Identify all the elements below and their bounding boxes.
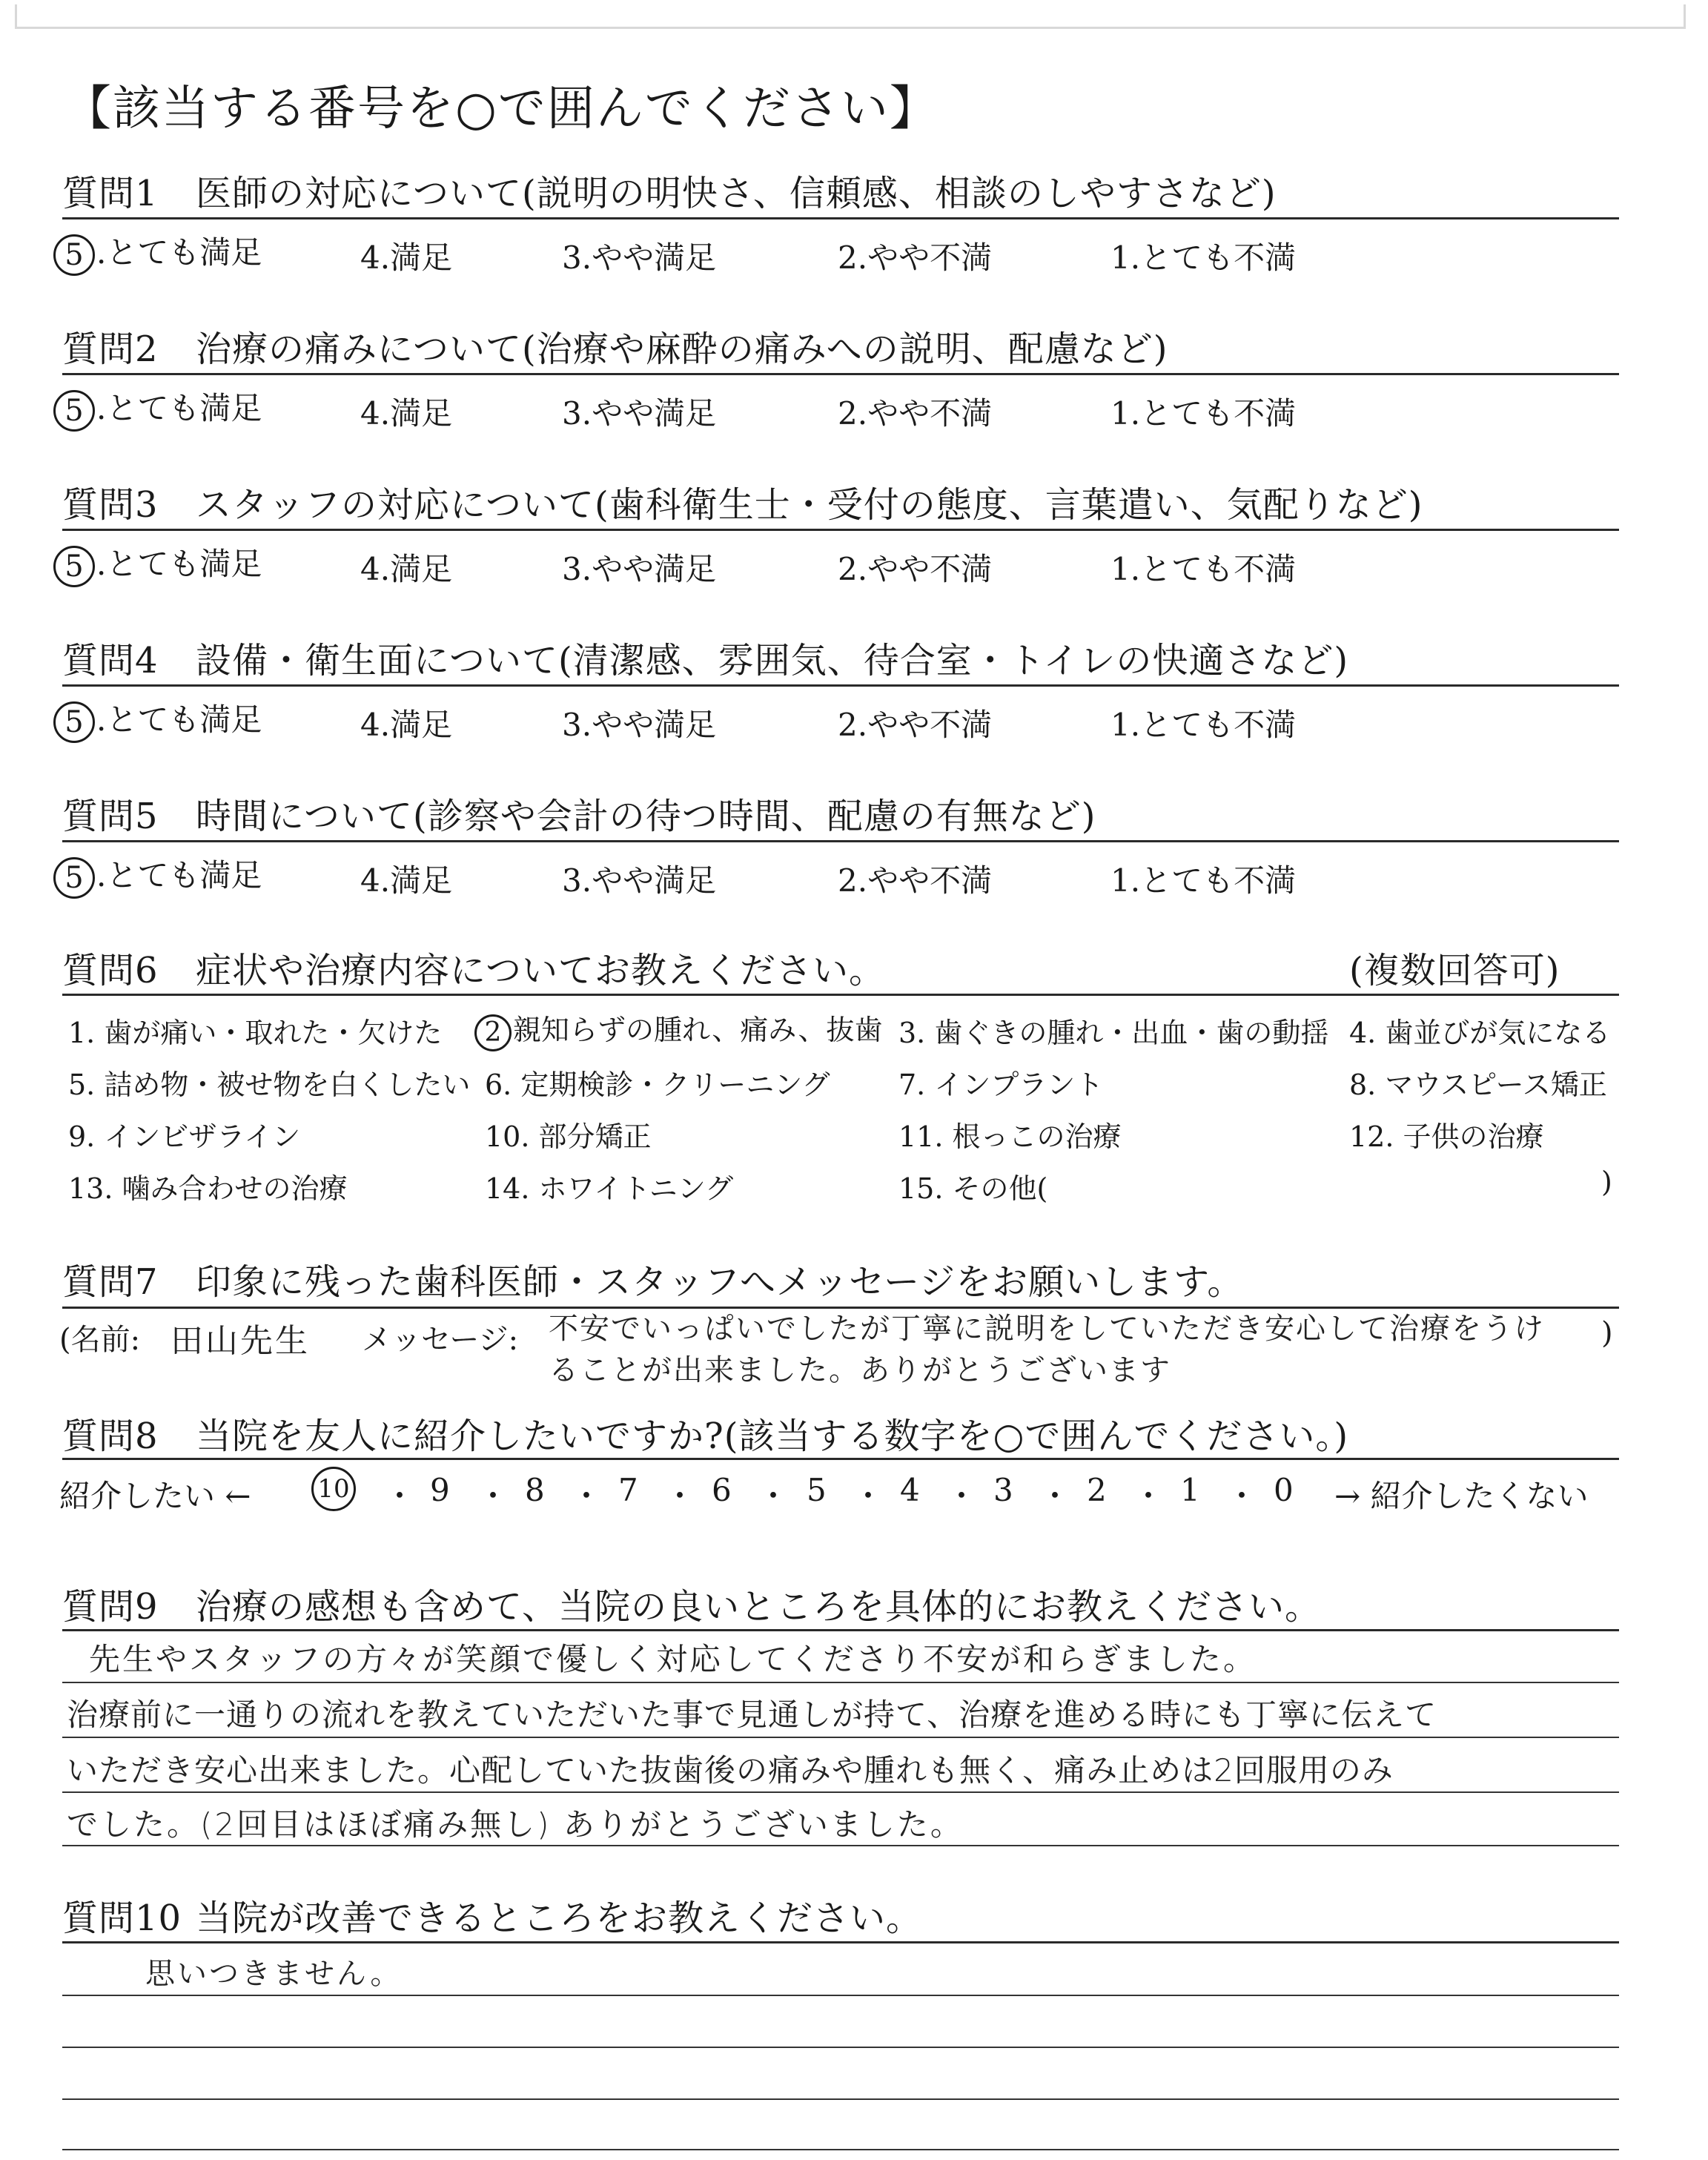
question-10-number: 質問10 — [62, 1898, 182, 1939]
separator-dot: ・ — [664, 1478, 696, 1514]
q6-option-15[interactable]: 15. その他( — [898, 1172, 1048, 1205]
q2-option-3[interactable]: 3.やや満足 — [562, 395, 717, 432]
selected-circle: 5 — [53, 390, 95, 432]
rule — [62, 840, 1619, 842]
q6-option-1[interactable]: 1. 歯が痛い・取れた・欠けた — [68, 1017, 443, 1049]
q6-option-3[interactable]: 3. 歯ぐきの腫れ・出血・歯の動揺 — [898, 1017, 1329, 1049]
q6-option-15-close: ) — [1601, 1166, 1612, 1198]
rule — [62, 684, 1619, 687]
question-9-title — [62, 1578, 1321, 1629]
q6-option-2-label: 親知らずの腫れ、痛み、抜歯 — [513, 1014, 883, 1046]
question-6-text: 症状や治療内容についてお教えください。 — [196, 950, 886, 991]
question-10-text: 当院が改善できるところをお教えください。 — [196, 1898, 923, 1939]
separator-dot: ・ — [853, 1478, 884, 1514]
question-1-title — [62, 165, 1277, 216]
selected-circle: 5 — [53, 857, 95, 899]
q8-score-0[interactable]: 0 — [1274, 1472, 1294, 1508]
q3-option-5[interactable] — [53, 540, 262, 587]
q4-option-5[interactable] — [53, 696, 262, 743]
q8-score-6[interactable]: 6 — [712, 1472, 732, 1508]
q7-message-label: メッセージ: — [362, 1323, 519, 1357]
q7-name-label: (名前: — [59, 1323, 141, 1357]
q6-option-7[interactable]: 7. インプラント — [898, 1069, 1104, 1101]
q1-option-4[interactable]: 4.満足 — [360, 240, 453, 276]
q8-score-9[interactable]: 9 — [430, 1472, 450, 1508]
q1-option-2[interactable]: 2.やや不満 — [838, 240, 993, 276]
q1-option-1[interactable]: 1.とても不満 — [1110, 240, 1297, 276]
q8-score-1[interactable]: 1 — [1180, 1472, 1200, 1508]
question-9-number: 質問9 — [62, 1586, 159, 1628]
rule — [62, 217, 1619, 219]
q5-option-2[interactable]: 2.やや不満 — [838, 862, 993, 899]
q5-option-5[interactable] — [53, 851, 262, 899]
q4-option-2[interactable]: 2.やや不満 — [838, 707, 993, 743]
q10-answer[interactable]: 思いつきません。 — [145, 1957, 403, 1991]
question-5-title — [62, 787, 1096, 839]
answer-line — [62, 2047, 1619, 2048]
selected-circle: 2 — [474, 1014, 512, 1051]
q8-left-label: 紹介したい ← — [59, 1478, 251, 1514]
question-3-text: スタッフの対応について(歯科衛生士・受付の態度、言葉遣い、気配りなど) — [196, 484, 1423, 526]
q6-option-8[interactable]: 8. マウスピース矯正 — [1349, 1069, 1607, 1101]
q8-right-label: → 紹介したくない — [1334, 1478, 1589, 1514]
question-3-number: 質問3 — [62, 484, 159, 526]
answer-line — [62, 1995, 1619, 1996]
q3-option-1[interactable]: 1.とても不満 — [1110, 551, 1297, 587]
question-2-title — [62, 320, 1168, 371]
q2-option-1[interactable]: 1.とても不満 — [1110, 395, 1297, 432]
q7-close-paren: ) — [1601, 1316, 1613, 1350]
q7-message-value[interactable]: 不安でいっぱいでしたが丁寧に説明をしていただき安心して治療をうけることが出来ました。ありがとうございます — [549, 1312, 1545, 1387]
q6-option-10[interactable]: 10. 部分矯正 — [485, 1120, 652, 1153]
q1-option-5[interactable] — [53, 228, 262, 276]
q6-option-5[interactable]: 5. 詰め物・被せ物を白くしたい — [68, 1069, 471, 1101]
selected-circle: 10 — [311, 1467, 356, 1511]
q8-score-5[interactable]: 5 — [807, 1472, 827, 1508]
question-5-number: 質問5 — [62, 796, 159, 837]
q8-score-7[interactable]: 7 — [618, 1472, 638, 1508]
question-1-number: 質問1 — [62, 173, 159, 214]
separator-dot: ・ — [758, 1478, 790, 1514]
rule — [62, 373, 1619, 375]
q6-option-2[interactable] — [474, 1007, 883, 1051]
separator-dot: ・ — [1133, 1478, 1165, 1514]
q6-option-14[interactable]: 14. ホワイトニング — [485, 1172, 734, 1205]
question-6-number: 質問6 — [62, 950, 159, 991]
separator-dot: ・ — [946, 1478, 978, 1514]
q7-name-value[interactable]: 田山先生 — [171, 1322, 310, 1360]
answer-line — [62, 2098, 1619, 2100]
q4-option-1[interactable]: 1.とても不満 — [1110, 707, 1297, 743]
q6-option-13[interactable]: 13. 噛み合わせの治療 — [68, 1172, 348, 1205]
q8-score-2[interactable]: 2 — [1087, 1472, 1107, 1508]
q5-option-4[interactable]: 4.満足 — [360, 862, 453, 899]
q2-option-2[interactable]: 2.やや不満 — [838, 395, 993, 432]
question-4-number: 質問4 — [62, 640, 159, 681]
rule — [62, 994, 1619, 996]
answer-line — [62, 1682, 1619, 1683]
answer-line — [62, 2149, 1619, 2150]
question-4-title — [62, 632, 1348, 683]
question-8-text: 当院を友人に紹介したいですか?(該当する数字を○で囲んでください。) — [196, 1416, 1349, 1457]
question-7-title — [62, 1253, 1243, 1304]
q1-option-5-label: .とても満足 — [96, 234, 262, 271]
q2-option-4[interactable]: 4.満足 — [360, 395, 453, 432]
rule — [62, 1941, 1619, 1943]
question-6-title — [62, 942, 885, 993]
answer-line — [62, 1737, 1619, 1738]
q6-option-11[interactable]: 11. 根っこの治療 — [898, 1120, 1122, 1153]
rule — [62, 1458, 1619, 1460]
rule — [62, 1629, 1619, 1631]
question-5-text: 時間について(診察や会計の待つ時間、配慮の有無など) — [196, 796, 1096, 837]
q9-answer-line-4[interactable]: でした。(2回目はほぼ痛み無し) ありがとうございました。 — [67, 1806, 964, 1843]
separator-dot: ・ — [477, 1478, 509, 1514]
selected-circle: 5 — [53, 546, 95, 587]
q6-option-4[interactable]: 4. 歯並びが気になる — [1349, 1017, 1611, 1049]
q3-option-2[interactable]: 2.やや不満 — [838, 551, 993, 587]
q8-score-4[interactable]: 4 — [900, 1472, 920, 1508]
question-4-text: 設備・衛生面について(清潔感、雰囲気、待合室・トイレの快適さなど) — [196, 640, 1349, 681]
q6-option-9[interactable]: 9. インビザライン — [68, 1120, 301, 1153]
q4-option-4[interactable]: 4.満足 — [360, 707, 453, 743]
q5-option-3[interactable]: 3.やや満足 — [562, 862, 717, 899]
q4-option-5-label: .とても満足 — [96, 701, 262, 738]
separator-dot: ・ — [384, 1478, 416, 1514]
question-8-number: 質問8 — [62, 1416, 159, 1457]
q5-option-5-label: .とても満足 — [96, 857, 262, 894]
q9-answer-line-3[interactable]: いただき安心出来ました。心配していた抜歯後の痛みや腫れも無く、痛み止めは2回服用のみ — [67, 1752, 1394, 1789]
q9-answer-line-1[interactable]: 先生やスタッフの方々が笑顔で優しく対応してくださり不安が和らぎました。 — [89, 1641, 1257, 1677]
q8-score-3[interactable]: 3 — [993, 1472, 1013, 1508]
separator-dot: ・ — [571, 1478, 603, 1514]
selected-circle: 5 — [53, 234, 95, 276]
q3-option-3[interactable]: 3.やや満足 — [562, 551, 717, 587]
question-9-text: 治療の感想も含めて、当院の良いところを具体的にお教えください。 — [196, 1586, 1322, 1628]
q8-score-10[interactable] — [311, 1467, 357, 1511]
answer-line — [62, 1845, 1619, 1846]
q1-option-3[interactable]: 3.やや満足 — [562, 240, 717, 276]
rule — [62, 529, 1619, 531]
question-7-number: 質問7 — [62, 1261, 159, 1303]
selected-circle: 5 — [53, 701, 95, 743]
separator-dot: ・ — [1039, 1478, 1071, 1514]
answer-line — [62, 1791, 1619, 1793]
q4-option-3[interactable]: 3.やや満足 — [562, 707, 717, 743]
question-7-text: 印象に残った歯科医師・スタッフへメッセージをお願いします。 — [196, 1261, 1244, 1303]
question-10-title — [62, 1889, 922, 1941]
q2-option-5-label: .とても満足 — [96, 390, 262, 426]
separator-dot: ・ — [1226, 1478, 1258, 1514]
q6-option-6[interactable]: 6. 定期検診・クリーニング — [485, 1069, 830, 1101]
q5-option-1[interactable]: 1.とても不満 — [1110, 862, 1297, 899]
page-top-edge — [15, 4, 1686, 29]
question-6-note: (複数回答可) — [1349, 950, 1560, 991]
question-2-number: 質問2 — [62, 328, 159, 370]
question-1-text: 医師の対応について(説明の明快さ、信頼感、相談のしやすさなど) — [196, 173, 1277, 214]
q9-answer-line-2[interactable]: 治療前に一通りの流れを教えていただいた事で見通しが持て、治療を進める時にも丁寧に伝えて — [67, 1697, 1437, 1733]
q3-option-4[interactable]: 4.満足 — [360, 551, 453, 587]
q3-option-5-label: .とても満足 — [96, 546, 262, 582]
form-heading: 【該当する番号を○で囲んでください】 — [64, 82, 939, 136]
question-8-title — [62, 1407, 1348, 1459]
question-3-title — [62, 476, 1423, 527]
q6-option-12[interactable]: 12. 子供の治療 — [1349, 1120, 1544, 1153]
q8-score-8[interactable]: 8 — [525, 1472, 545, 1508]
q2-option-5[interactable] — [53, 384, 262, 432]
question-2-text: 治療の痛みについて(治療や麻酔の痛みへの説明、配慮など) — [196, 328, 1168, 370]
